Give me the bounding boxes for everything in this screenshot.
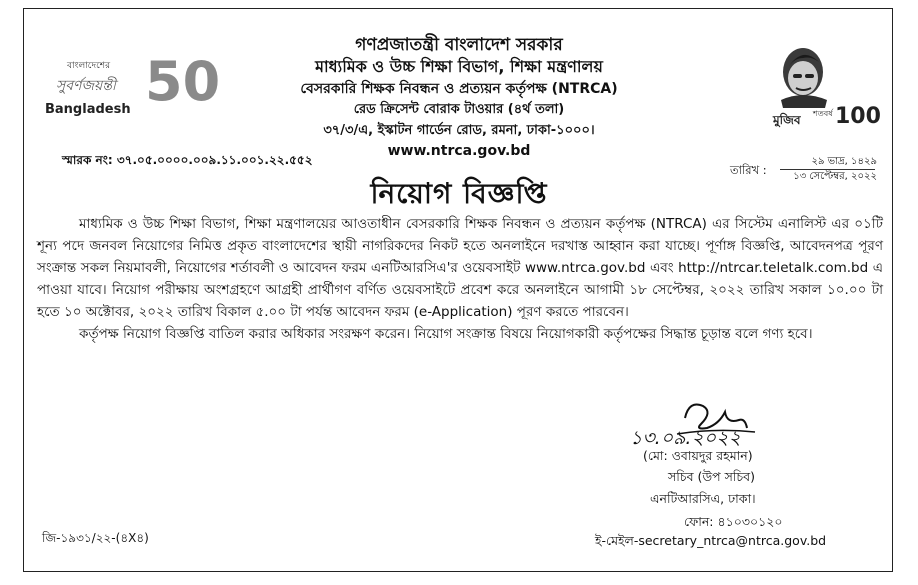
memo-number: ৩৭.০৫.০০০০.০০৯.১১.০০১.২২.৫৫২ — [116, 153, 313, 167]
header-government: গণপ্রজাতন্ত্রী বাংলাদেশ সরকার — [355, 35, 563, 55]
date-english: ১৩ সেপ্টেম্বর, ২০২২ — [793, 171, 877, 182]
footer-email: ই-মেইল-secretary_ntrca@ntrca.gov.bd — [595, 533, 827, 548]
header-building: রেড ক্রিসেন্ট বোরাক টাওয়ার (৪র্থ তলা) — [353, 102, 565, 117]
signatory-name: (মো: ওবায়দুর রহমান) — [643, 448, 753, 463]
signatory-office: এনটিআরসিএ, ঢাকা। — [650, 491, 756, 506]
footer-code: জি-১৯৩১/২২-(৪X৪) — [42, 531, 149, 545]
logo-left-number: 50 — [145, 50, 221, 113]
header-ministry: মাধ্যমিক ও উচ্চ শিক্ষা বিভাগ, শিক্ষা মন্ত্রণালয় — [315, 57, 603, 76]
date-divider — [780, 169, 875, 170]
signatory-designation: সচিব (উপ সচিব) — [668, 469, 755, 484]
header-website: www.ntrca.gov.bd — [387, 143, 531, 159]
logo-left-main-text: সুবর্ণজয়ন্তী — [56, 78, 116, 94]
date-bangla: ২৯ ভাদ্র, ১৪২৯ — [811, 156, 877, 167]
header-address: ৩৭/৩/এ, ইস্কাটন গার্ডেন রোড, রমনা, ঢাকা-১০০০। — [323, 123, 595, 138]
notice-body — [37, 213, 883, 345]
logo-left-english-text: Bangladesh — [45, 102, 131, 117]
header-authority: বেসরকারি শিক্ষক নিবন্ধন ও প্রত্যয়ন কর্তৃপক্ষ (NTRCA) — [300, 81, 618, 97]
logo-right-number: 100 — [835, 104, 881, 129]
signature-date: ১৩.০৯.২০২২ — [630, 427, 741, 449]
logo-right-sub-text: শতবর্ষ — [813, 109, 833, 118]
signatory-phone: ফোন: ৪১০৩০১২০ — [684, 514, 783, 529]
date-label: তারিখ : — [730, 163, 767, 177]
body-paragraph-1: মাধ্যমিক ও উচ্চ শিক্ষা বিভাগ, শিক্ষা মন্ত্রণালয়ের আওতাধীন বেসরকারি শিক্ষক নিবন্ধন ও প্রত্যয়ন কর্তৃপক্ষ (NTRCA) এর সিস্টেম এনালিস্ট এর ০১টি শূন্য পদে জনবল নিয়োগের নিমিত্ত প্রকৃত বাংলাদেশের স্থায়ী নাগরিকদের নিকট হতে অনলাইনে দরখাস্ত আহ্বান করা যাচ্ছে। পূর্ণাঙ্গ বিজ্ঞপ্তি, আবেদনপত্র পূরণ সংক্রান্ত সকল নিয়মাবলী, নিয়োগের শর্তাবলী ও আবেদন ফরম এনটিআরসিএ'র ওয়েবসাইট www.ntrca.gov.bd এবং http://ntrcar.teletalk.com.bd এ পাওয়া যাবে। নিয়োগ পরীক্ষায় অংশগ্রহণে আগ্রহী প্রার্থীগণ বর্ণিত ওয়েবসাইটে প্রবেশ করে অনলাইনে আগামী ১৮ সেপ্টেম্বর, ২০২২ তারিখ সকাল ১০.০০ টা হতে ১০ অক্টোবর, ২০২২ তারিখ বিকাল ৫.০০ টা পর্যন্ত আবেদন ফরম (e-Application) পূরণ করতে পারবেন। — [37, 216, 883, 320]
memo-label: স্মারক নং: — [62, 153, 113, 167]
notice-title: নিয়োগ বিজ্ঞপ্তি — [370, 177, 548, 210]
logo-left-small-text: বাংলাদেশের — [67, 61, 111, 71]
logo-right-script-text: মুজিব — [773, 113, 801, 127]
body-paragraph-2: কর্তৃপক্ষ নিয়োগ বিজ্ঞপ্তি বাতিল করার অধিকার সংরক্ষণ করেন। নিয়োগ সংক্রান্ত বিষয়ে নিয়োগকারী কর্তৃপক্ষের সিদ্ধান্ত চূড়ান্ত বলে গণ্য হবে। — [79, 326, 813, 342]
memo-reference — [62, 152, 313, 172]
